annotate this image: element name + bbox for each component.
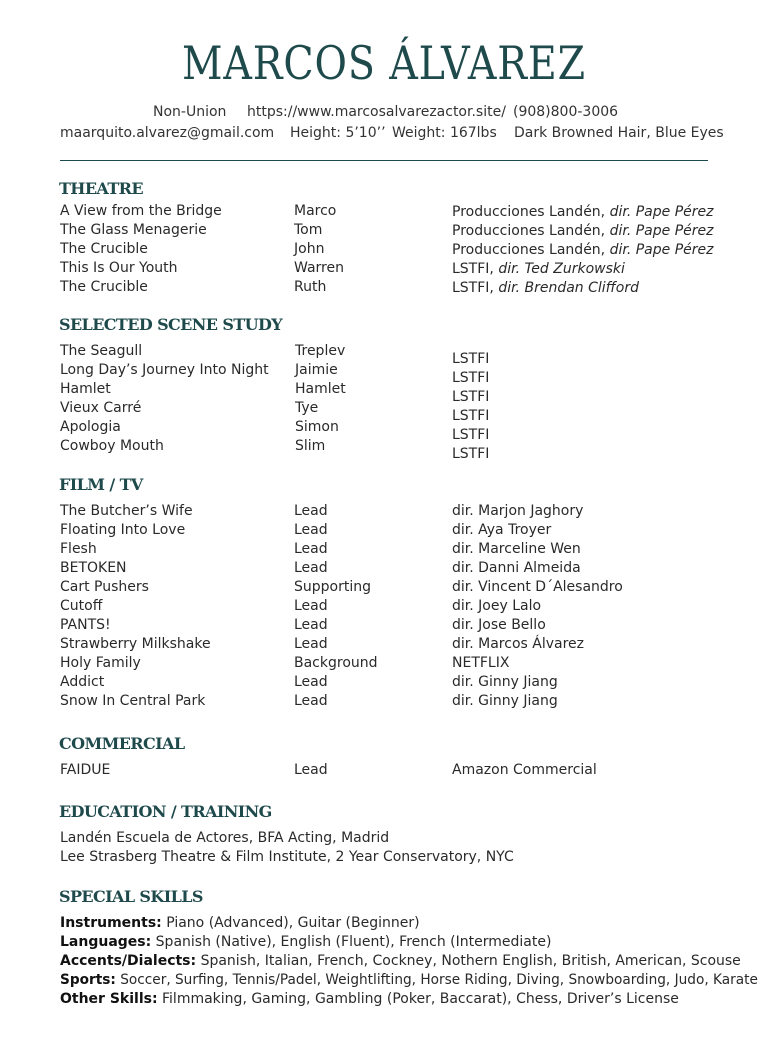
credit: dir. Ginny Jiang xyxy=(452,674,558,690)
credit: dir. Vincent D´Alesandro xyxy=(452,579,623,595)
show-title: Floating Into Love xyxy=(60,522,186,538)
section-title-education: EDUCATION / TRAINING xyxy=(59,802,272,821)
credit: dir. Marcos Álvarez xyxy=(452,636,585,652)
role: Tom xyxy=(294,222,323,238)
skill-languages: Languages: Spanish (Native), English (Fluent), French (Intermediate) xyxy=(60,934,552,950)
role: Slim xyxy=(295,438,326,454)
show-title: Cutoff xyxy=(60,598,103,614)
section-title-scene-study: SELECTED SCENE STUDY xyxy=(59,315,283,334)
role: Lead xyxy=(294,598,328,614)
training-place: LSTFI xyxy=(452,370,490,386)
role: Warren xyxy=(294,260,344,276)
skill-other: Other Skills: Filmmaking, Gaming, Gambling (Poker, Baccarat), Chess, Driver’s License xyxy=(60,991,679,1007)
training-place: LSTFI xyxy=(452,427,490,443)
show-title: PANTS! xyxy=(60,617,111,633)
show-title: Holy Family xyxy=(60,655,141,671)
role: Marco xyxy=(294,203,337,219)
role: John xyxy=(294,241,325,257)
role: Lead xyxy=(294,693,328,709)
show-title: FAIDUE xyxy=(60,762,111,778)
weight: Weight: 167lbs xyxy=(392,125,497,141)
role: Lead xyxy=(294,636,328,652)
credit: dir. Marceline Wen xyxy=(452,541,581,557)
section-title-special-skills: SPECIAL SKILLS xyxy=(59,887,203,906)
role: Lead xyxy=(294,560,328,576)
role: Lead xyxy=(294,503,328,519)
show-title: Snow In Central Park xyxy=(60,693,206,709)
company-credit: LSTFI, dir. Ted Zurkowski xyxy=(452,261,625,277)
role: Treplev xyxy=(295,343,346,359)
credit: dir. Joey Lalo xyxy=(452,598,542,614)
union-status: Non-Union xyxy=(153,104,227,120)
show-title: Addict xyxy=(60,674,105,690)
section-title-theatre: THEATRE xyxy=(59,179,143,198)
role: Lead xyxy=(294,541,328,557)
role: Lead xyxy=(294,522,328,538)
role: Tye xyxy=(295,400,319,416)
show-title: This Is Our Youth xyxy=(60,260,178,276)
training-place: LSTFI xyxy=(452,446,490,462)
show-title: The Glass Menagerie xyxy=(60,222,207,238)
company-credit: LSTFI, dir. Brendan Clifford xyxy=(452,280,639,296)
show-title: Vieux Carré xyxy=(60,400,142,416)
role: Ruth xyxy=(294,279,327,295)
credit: dir. Jose Bello xyxy=(452,617,546,633)
skill-accents: Accents/Dialects: Spanish, Italian, French, Cockney, Nothern English, British, American, Scouse xyxy=(60,953,741,969)
company-credit: Producciones Landén, dir. Pape Pérez xyxy=(452,204,714,220)
credit: NETFLIX xyxy=(452,655,510,671)
show-title: The Seagull xyxy=(60,343,143,359)
credit: dir. Aya Troyer xyxy=(452,522,552,538)
role: Lead xyxy=(294,617,328,633)
training-place: LSTFI xyxy=(452,389,490,405)
show-title: Cart Pushers xyxy=(60,579,149,595)
skill-instruments: Instruments: Piano (Advanced), Guitar (Beginner) xyxy=(60,915,420,931)
credit: dir. Marjon Jaghory xyxy=(452,503,584,519)
role: Lead xyxy=(294,762,328,778)
show-title: Flesh xyxy=(60,541,97,557)
actor-name: MARCOS ÁLVAREZ xyxy=(181,36,587,90)
skill-sports: Sports: Soccer, Surfing, Tennis/Padel, Weightlifting, Horse Riding, Diving, Snowboarding, Judo, Karate xyxy=(60,972,758,988)
role: Jaimie xyxy=(295,362,338,378)
website-link[interactable]: https://www.marcosalvarezactor.site/ xyxy=(247,104,506,120)
header-divider xyxy=(60,160,708,161)
height: Height: 5’10’’ xyxy=(290,125,386,141)
show-title: The Crucible xyxy=(60,279,148,295)
show-title: A View from the Bridge xyxy=(60,203,222,219)
show-title: The Butcher’s Wife xyxy=(60,503,193,519)
training-place: LSTFI xyxy=(452,351,490,367)
credit: dir. Ginny Jiang xyxy=(452,693,558,709)
show-title: BETOKEN xyxy=(60,560,127,576)
list-item: Landén Escuela de Actores, BFA Acting, Madrid xyxy=(60,830,390,846)
company-credit: Producciones Landén, dir. Pape Pérez xyxy=(452,242,714,258)
list-item: Lee Strasberg Theatre & Film Institute, 2 Year Conservatory, NYC xyxy=(60,849,514,865)
role: Supporting xyxy=(294,579,371,595)
training-place: LSTFI xyxy=(452,408,490,424)
role: Simon xyxy=(295,419,339,435)
credit: dir. Danni Almeida xyxy=(452,560,581,576)
email-link[interactable]: maarquito.alvarez@gmail.com xyxy=(60,125,275,141)
show-title: Long Day’s Journey Into Night xyxy=(60,362,269,378)
role: Hamlet xyxy=(295,381,346,397)
show-title: Strawberry Milkshake xyxy=(60,636,211,652)
hair-eyes: Dark Browned Hair, Blue Eyes xyxy=(514,125,724,141)
phone-number: (908)800-3006 xyxy=(513,104,619,120)
credit: Amazon Commercial xyxy=(452,762,597,778)
company-credit: Producciones Landén, dir. Pape Pérez xyxy=(452,223,714,239)
show-title: The Crucible xyxy=(60,241,148,257)
show-title: Hamlet xyxy=(60,381,111,397)
section-title-film-tv: FILM / TV xyxy=(59,475,143,494)
show-title: Cowboy Mouth xyxy=(60,438,164,454)
show-title: Apologia xyxy=(60,419,121,435)
role: Background xyxy=(294,655,378,671)
section-title-commercial: COMMERCIAL xyxy=(59,734,185,753)
role: Lead xyxy=(294,674,328,690)
